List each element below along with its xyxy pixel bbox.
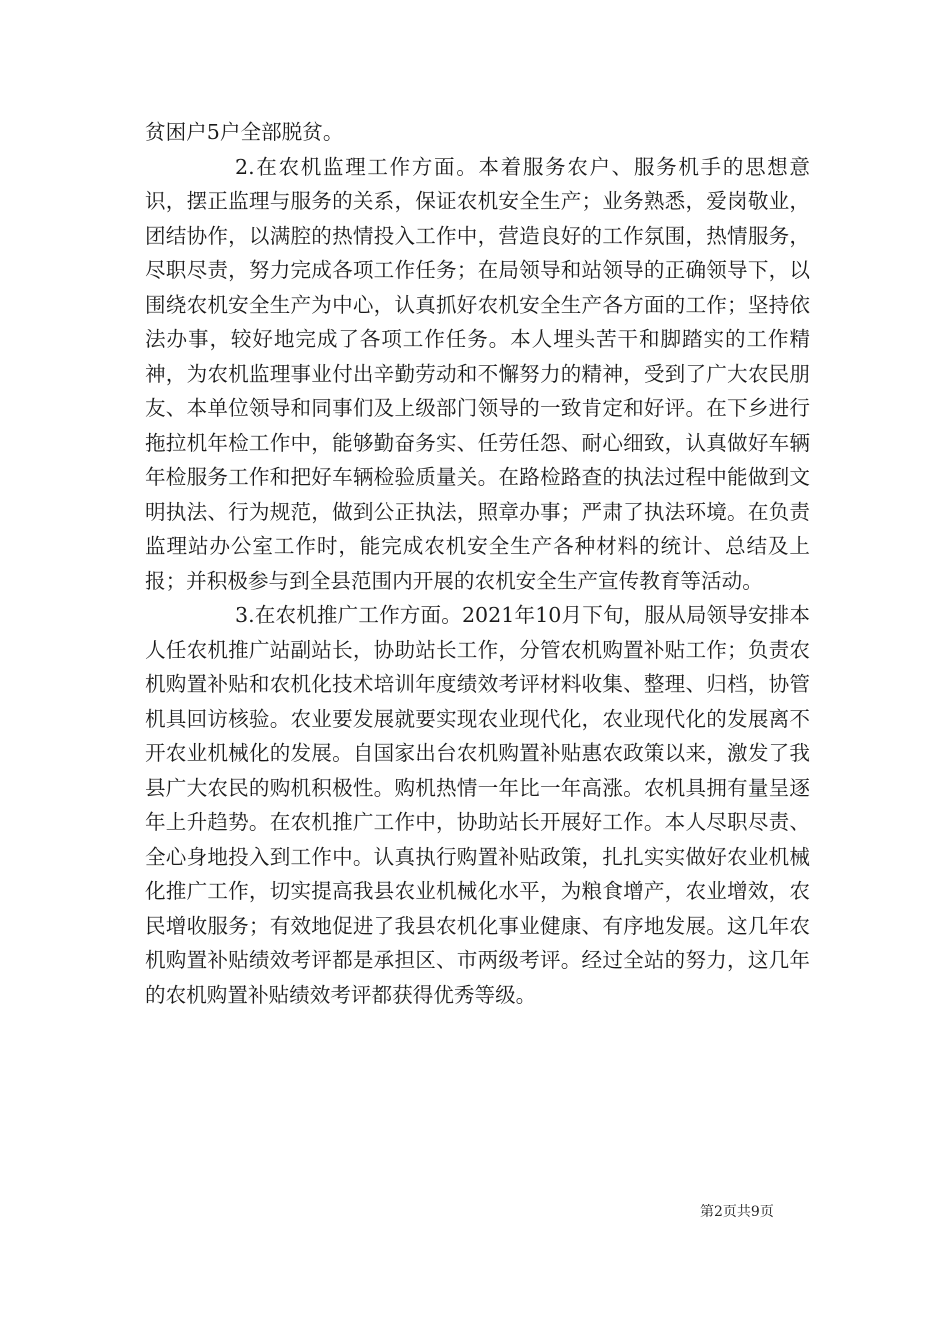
document-body [145,115,810,1012]
paragraph-supervision-work: 2.在农机监理工作方面。本着服务农户、服务机手的思想意识，摆正监理与服务的关系，保证农机安全生产；业务熟悉，爱岗敬业，团结协作，以满腔的热情投入工作中，营造良好的工作氛围，热情服务，尽职尽责，努力完成各项工作任务；在局领导和站领导的正确领导下，以围绕农机安全生产为中心，认真抓好农机安全生产各方面的工作；坚持依法办事，较好地完成了各项工作任务。本人埋头苦干和脚踏实的工作精神，为农机监理事业付出辛勤劳动和不懈努力的精神，受到了广大农民朋友、本单位领导和同事们及上级部门领导的一致肯定和好评。在下乡进行拖拉机年检工作中，能够勤奋务实、任劳任怨、耐心细致，认真做好车辆年检服务工作和把好车辆检验质量关。在路检路查的执法过程中能做到文明执法、行为规范，做到公正执法，照章办事；严肃了执法环境。在负责监理站办公室工作时，能完成农机安全生产各种材料的统计、总结及上报；并积极参与到全县范围内开展的农机安全生产宣传教育等活动。 [145,154,810,593]
paragraph-promotion-work: 3.在农机推广工作方面。2021年10月下旬，服从局领导安排本人任农机推广站副站长，协助站长工作，分管农机购置补贴工作；负责农机购置补贴和农机化技术培训年度绩效考评材料收集、整理、归档，协管机具回访核验。农业要发展就要实现农业现代化，农业现代化的发展离不开农业机械化的发展。自国家出台农机购置补贴惠农政策以来，激发了我县广大农民的购机积极性。购机热情一年比一年高涨。农机具拥有量呈逐年上升趋势。在农机推广工作中，协助站长开展好工作。本人尽职尽责、全心身地投入到工作中。认真执行购置补贴政策，扎扎实实做好农业机械化推广工作，切实提高我县农业机械化水平，为粮食增产，农业增效，农民增收服务；有效地促进了我县农机化事业健康、有序地发展。这几年农机购置补贴绩效考评都是承担区、市两级考评。经过全站的努力，这几年的农机购置补贴绩效考评都获得优秀等级。 [145,603,810,1007]
paragraph-continued: 贫困户5户全部脱贫。 [145,120,344,144]
page-number-footer: 第2页共9页 [700,1204,774,1220]
